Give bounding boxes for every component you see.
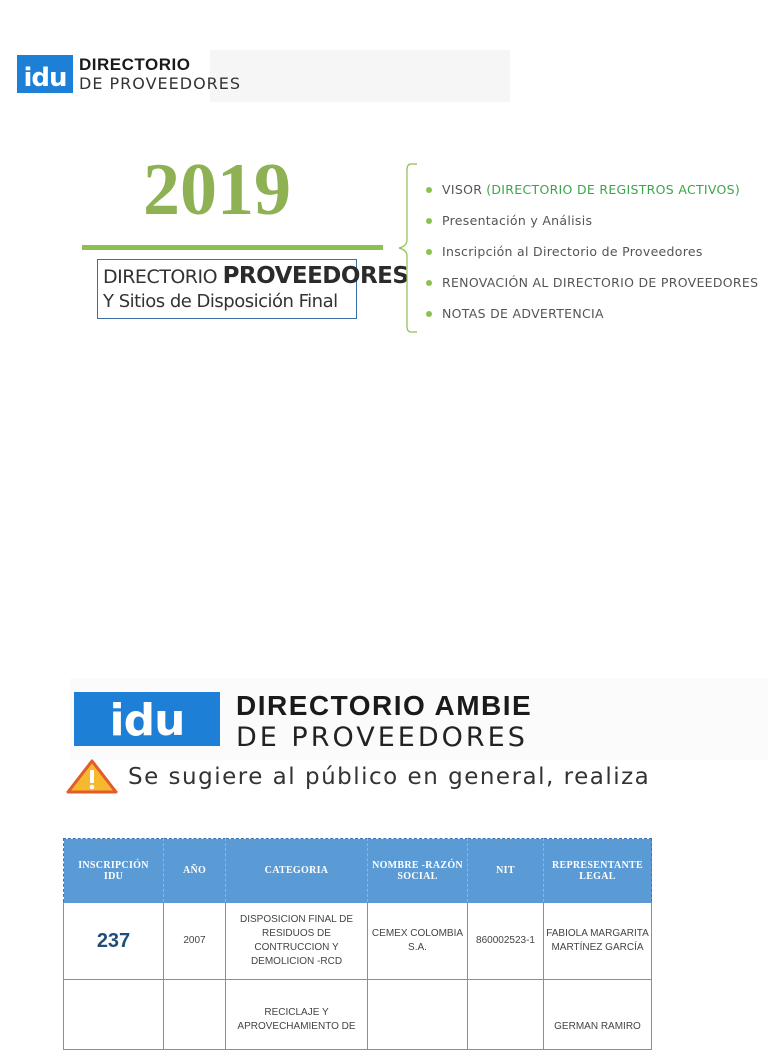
cell-nombre: CEMEX COLOMBIA S.A. (368, 903, 468, 980)
providers-table (63, 838, 651, 1050)
directory-title-big: PROVEEDORES (222, 263, 409, 289)
directory-title-small: DIRECTORIO (103, 266, 223, 288)
directory-banner (70, 678, 768, 760)
menu-item-renovacion[interactable] (426, 267, 758, 298)
cell-ano: 2007 (164, 903, 226, 980)
cell-inscripcion: 237 (64, 903, 164, 980)
table-row (64, 903, 652, 980)
logo-line1: DIRECTORIO (79, 55, 191, 74)
navigation-menu (426, 174, 758, 329)
cell-nit (468, 980, 544, 1050)
directory-title-line1 (103, 263, 409, 290)
idu-logo[interactable] (17, 54, 241, 94)
menu-item-presentacion[interactable] (426, 205, 758, 236)
col-nit: NIT (468, 839, 544, 903)
cell-inscripcion (64, 980, 164, 1050)
green-divider (82, 245, 383, 250)
col-inscripcion: INSCRIPCIÓN IDU (64, 839, 164, 903)
banner-title: DIRECTORIO AMBIE (236, 690, 533, 721)
bullet-icon (426, 187, 432, 193)
cell-nombre (368, 980, 468, 1050)
cell-categoria: RECICLAJE Y APROVECHAMIENTO DE (226, 980, 368, 1050)
logo-wordmark (79, 55, 241, 93)
menu-item-label: Presentación y Análisis (442, 213, 593, 228)
faded-background-band (210, 50, 510, 102)
menu-item-label: Inscripción al Directorio de Proveedores (442, 244, 703, 259)
cell-ano (164, 980, 226, 1050)
banner-subtitle: DE PROVEEDORES (236, 722, 528, 753)
menu-item-visor[interactable] (426, 174, 758, 205)
bullet-icon (426, 218, 432, 224)
directory-title-box (97, 259, 409, 319)
warning-text: Se sugiere al público en general, realiza (128, 764, 651, 790)
col-nombre: NOMBRE -RAZÓN SOCIAL (368, 839, 468, 903)
warning-icon (66, 759, 118, 795)
col-representante: REPRESENTANTE LEGAL (544, 839, 652, 903)
bullet-icon (426, 280, 432, 286)
cell-representante: FABIOLA MARGARITA MARTÍNEZ GARCÍA (544, 903, 652, 980)
menu-item-label: RENOVACIÓN AL DIRECTORIO DE PROVEEDORES (442, 275, 759, 290)
directory-title-line2: Y Sitios de Disposición Final (103, 291, 338, 312)
table-header-row (64, 839, 652, 903)
idu-logo-mark: idu (17, 55, 73, 93)
cell-nit: 860002523-1 (468, 903, 544, 980)
idu-logo-mark-large: idu (74, 692, 220, 746)
menu-item-accent: (DIRECTORIO DE REGISTROS ACTIVOS) (486, 182, 741, 197)
bullet-icon (426, 249, 432, 255)
brace-bracket (395, 160, 425, 336)
menu-item-notas[interactable] (426, 298, 758, 329)
menu-item-label: NOTAS DE ADVERTENCIA (442, 306, 604, 321)
col-categoria: CATEGORIA (226, 839, 368, 903)
year-heading: 2019 (143, 149, 291, 231)
warning-notice (66, 758, 656, 796)
col-ano: AÑO (164, 839, 226, 903)
bullet-icon (426, 311, 432, 317)
table-row (64, 980, 652, 1050)
menu-item-label: VISOR (442, 182, 483, 197)
logo-line2: DE PROVEEDORES (79, 74, 242, 93)
menu-item-inscripcion[interactable] (426, 236, 758, 267)
cell-categoria: DISPOSICION FINAL DE RESIDUOS DE CONTRUCCION Y DEMOLICION -RCD (226, 903, 368, 980)
cell-representante: GERMAN RAMIRO (544, 980, 652, 1050)
